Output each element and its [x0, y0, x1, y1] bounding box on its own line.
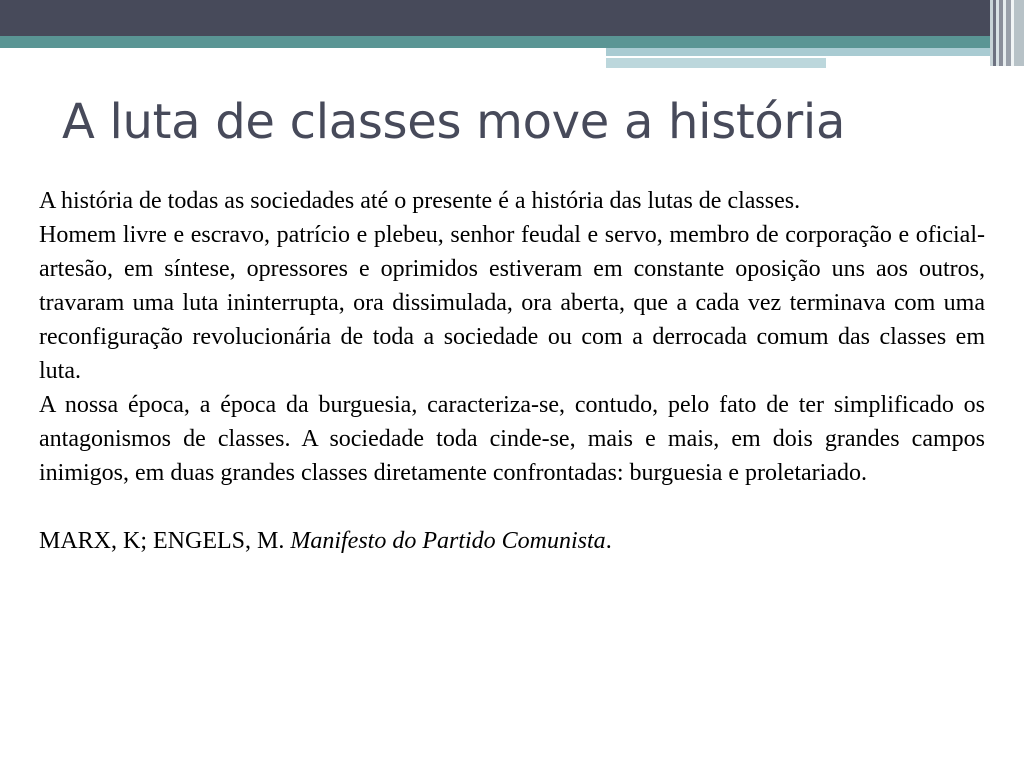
accent-band-light-lower: [606, 58, 826, 68]
accent-band: [0, 36, 1024, 48]
accent-band-light: [606, 48, 1001, 56]
paragraph: A história de todas as sociedades até o presente é a história das lutas de classes.: [39, 188, 801, 214]
slide-title: A luta de classes move a história: [62, 94, 846, 150]
decorative-stripes: [990, 0, 1024, 66]
citation-work: Manifesto do Partido Comunista: [290, 528, 606, 554]
spacer: [39, 490, 985, 524]
slide-body: [39, 184, 985, 558]
citation-authors: MARX, K; ENGELS, M.: [39, 528, 291, 554]
paragraph: A nossa época, a época da burguesia, caracteriza-se, contudo, pelo fato de ter simplificado os antagonismos de classes. A sociedade toda cinde-se, mais e mais, em dois grandes campos inimigos, em duas grandes classes diretamente confrontadas: burguesia e proletariado.: [39, 392, 985, 486]
accent-divider: [826, 56, 948, 59]
paragraph: Homem livre e escravo, patrício e plebeu, senhor feudal e servo, membro de corporação e oficial-artesão, em síntese, opressores e oprimidos estiveram em constante oposição uns aos outros, travaram uma luta ininterrupta, ora dissimulada, ora aberta, que a cada vez terminava com uma reconfiguração revolucionária de toda a sociedade ou com a derrocada comum das classes em luta.: [39, 222, 985, 384]
citation-end: .: [605, 528, 612, 554]
header-bar: [0, 0, 1024, 36]
citation: [39, 524, 985, 558]
